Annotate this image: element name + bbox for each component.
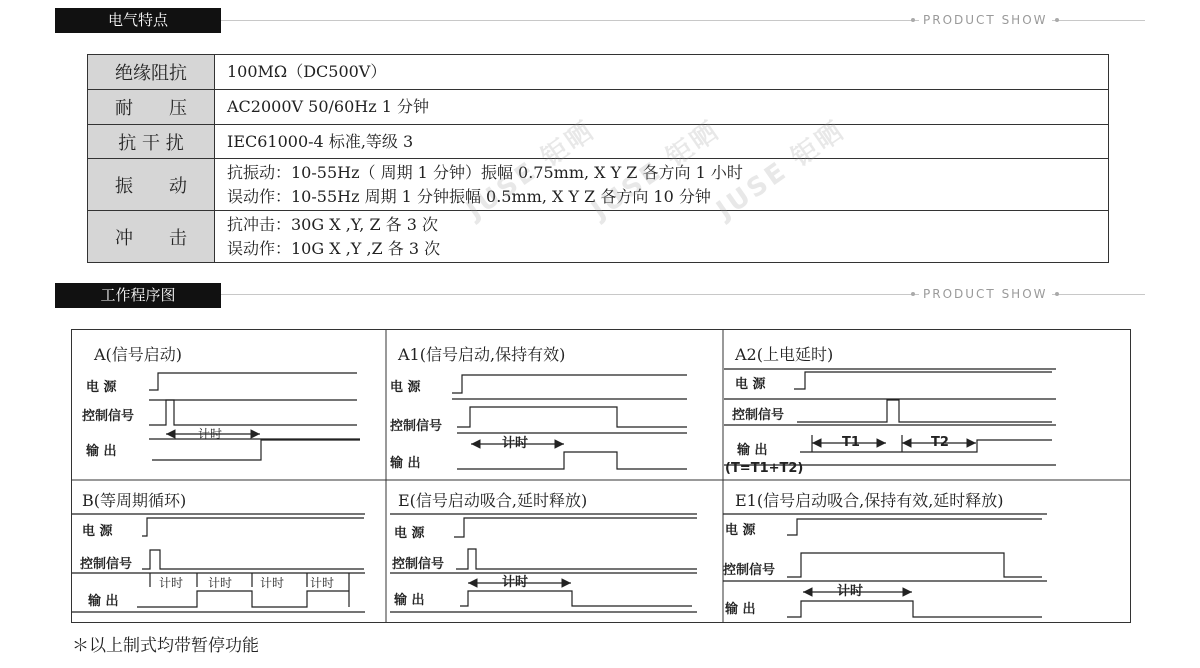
watermark-logo: JUSE 钜晒 <box>461 115 601 226</box>
section-title-electrical: 电气特点 <box>55 8 221 33</box>
table-row <box>88 125 1109 159</box>
spec-label: 振 动 <box>88 159 215 211</box>
diagram-E1 <box>723 491 1047 617</box>
diagram-B-timing-label: 计时 <box>310 576 335 590</box>
diagram-A1-power-label: 电 源 <box>390 380 421 395</box>
diagram-A2-title: A2(上电延时) <box>735 345 834 364</box>
table-row <box>88 90 1109 125</box>
diagram-E1-title: E1(信号启动吸合,保持有效,延时释放) <box>735 491 1004 510</box>
divider-dot <box>1055 292 1059 296</box>
table-row <box>88 159 1109 211</box>
diagram-B-timing-label: 计时 <box>159 576 184 590</box>
spec-label: 耐 压 <box>88 90 215 125</box>
diagram-E1-power-label: 电 源 <box>725 523 756 538</box>
spec-value-line: 误动作：10-55Hz 周期 1 分钟振幅 0.5mm, X Y Z 各方向 10 分钟 <box>227 186 711 206</box>
diagram-E1-signal-label: 控制信号 <box>723 563 776 578</box>
diagram-A <box>82 345 360 460</box>
diagram-A-signal-label: 控制信号 <box>82 409 135 424</box>
diagram-E1-timing-label: 计时 <box>837 584 864 599</box>
divider-dot <box>911 292 915 296</box>
watermark-logo: JUSE 钜晒 <box>711 115 851 226</box>
divider-dot <box>1055 18 1059 22</box>
spec-value <box>215 159 1109 211</box>
table-row <box>88 211 1109 263</box>
diagram-E1-output-label: 输 出 <box>725 602 756 617</box>
diagram-A2 <box>724 345 1056 476</box>
timing-diagrams-svg <box>72 330 1130 622</box>
diagram-A1-signal-label: 控制信号 <box>390 419 443 434</box>
diagram-E <box>390 491 697 612</box>
diagram-B-power-label: 电 源 <box>82 524 113 539</box>
diagram-E-title: E(信号启动吸合,延时释放) <box>398 491 588 510</box>
product-show-tagline: PRODUCT SHOW <box>919 287 1052 301</box>
diagram-B-title: B(等周期循环) <box>82 491 187 510</box>
spec-value-line: 抗冲击：30G X ,Y, Z 各 3 次 <box>227 214 439 234</box>
spec-value: AC2000V 50/60Hz 1 分钟 <box>215 90 1109 125</box>
diagram-A-power-label: 电 源 <box>86 380 117 395</box>
timing-diagram-grid <box>71 329 1131 623</box>
diagram-B-timing-label: 计时 <box>208 576 233 590</box>
diagram-A1-output-label: 输 出 <box>390 456 421 471</box>
diagram-A2-power-label: 电 源 <box>735 377 766 392</box>
diagram-A-timing-label: 计时 <box>198 427 223 441</box>
divider-dot <box>911 18 915 22</box>
diagram-A1-timing-label: 计时 <box>502 436 529 451</box>
footnote: ＊以上制式均带暂停功能 <box>72 636 259 656</box>
diagram-A1 <box>389 345 687 471</box>
table-row <box>88 55 1109 90</box>
diagram-A2-signal-label: 控制信号 <box>732 408 785 423</box>
diagram-A1-title: A1(信号启动,保持有效) <box>398 345 566 364</box>
spec-value-line: 误动作：10G X ,Y ,Z 各 3 次 <box>227 238 441 258</box>
diagram-E-signal-label: 控制信号 <box>392 557 445 572</box>
spec-value-line: 抗振动：10-55Hz（ 周期 1 分钟）振幅 0.75mm, X Y Z 各方向 1 小时 <box>227 162 743 182</box>
diagram-A2-output-label: 输 出 <box>737 443 768 458</box>
diagram-E-power-label: 电 源 <box>394 526 425 541</box>
diagram-B-signal-label: 控制信号 <box>80 557 133 572</box>
diagram-E-output-label: 输 出 <box>394 593 425 608</box>
diagram-B-output-label: 输 出 <box>88 594 119 609</box>
spec-value: 100MΩ（DC500V） <box>215 55 1109 90</box>
spec-label: 绝缘阻抗 <box>88 55 215 90</box>
diagram-A2-t1-label: T1 <box>842 435 860 450</box>
spec-value <box>215 211 1109 263</box>
diagram-A-title: A(信号启动) <box>94 345 183 364</box>
electrical-specs-table <box>87 54 1109 263</box>
spec-value: IEC61000-4 标准,等级 3 <box>215 125 1109 159</box>
product-show-tagline: PRODUCT SHOW <box>919 13 1052 27</box>
diagram-A2-formula: (T=T1+T2) <box>725 461 804 476</box>
diagram-E-timing-label: 计时 <box>502 575 529 590</box>
section-title-program: 工作程序图 <box>55 283 221 308</box>
spec-label: 冲 击 <box>88 211 215 263</box>
diagram-A2-t2-label: T2 <box>931 435 949 450</box>
spec-label: 抗 干 扰 <box>88 125 215 159</box>
diagram-A-output-label: 输 出 <box>86 444 117 459</box>
diagram-B <box>72 491 365 612</box>
diagram-B-timing-label: 计时 <box>260 576 285 590</box>
watermark-logo: JUSE 钜晒 <box>586 115 726 226</box>
